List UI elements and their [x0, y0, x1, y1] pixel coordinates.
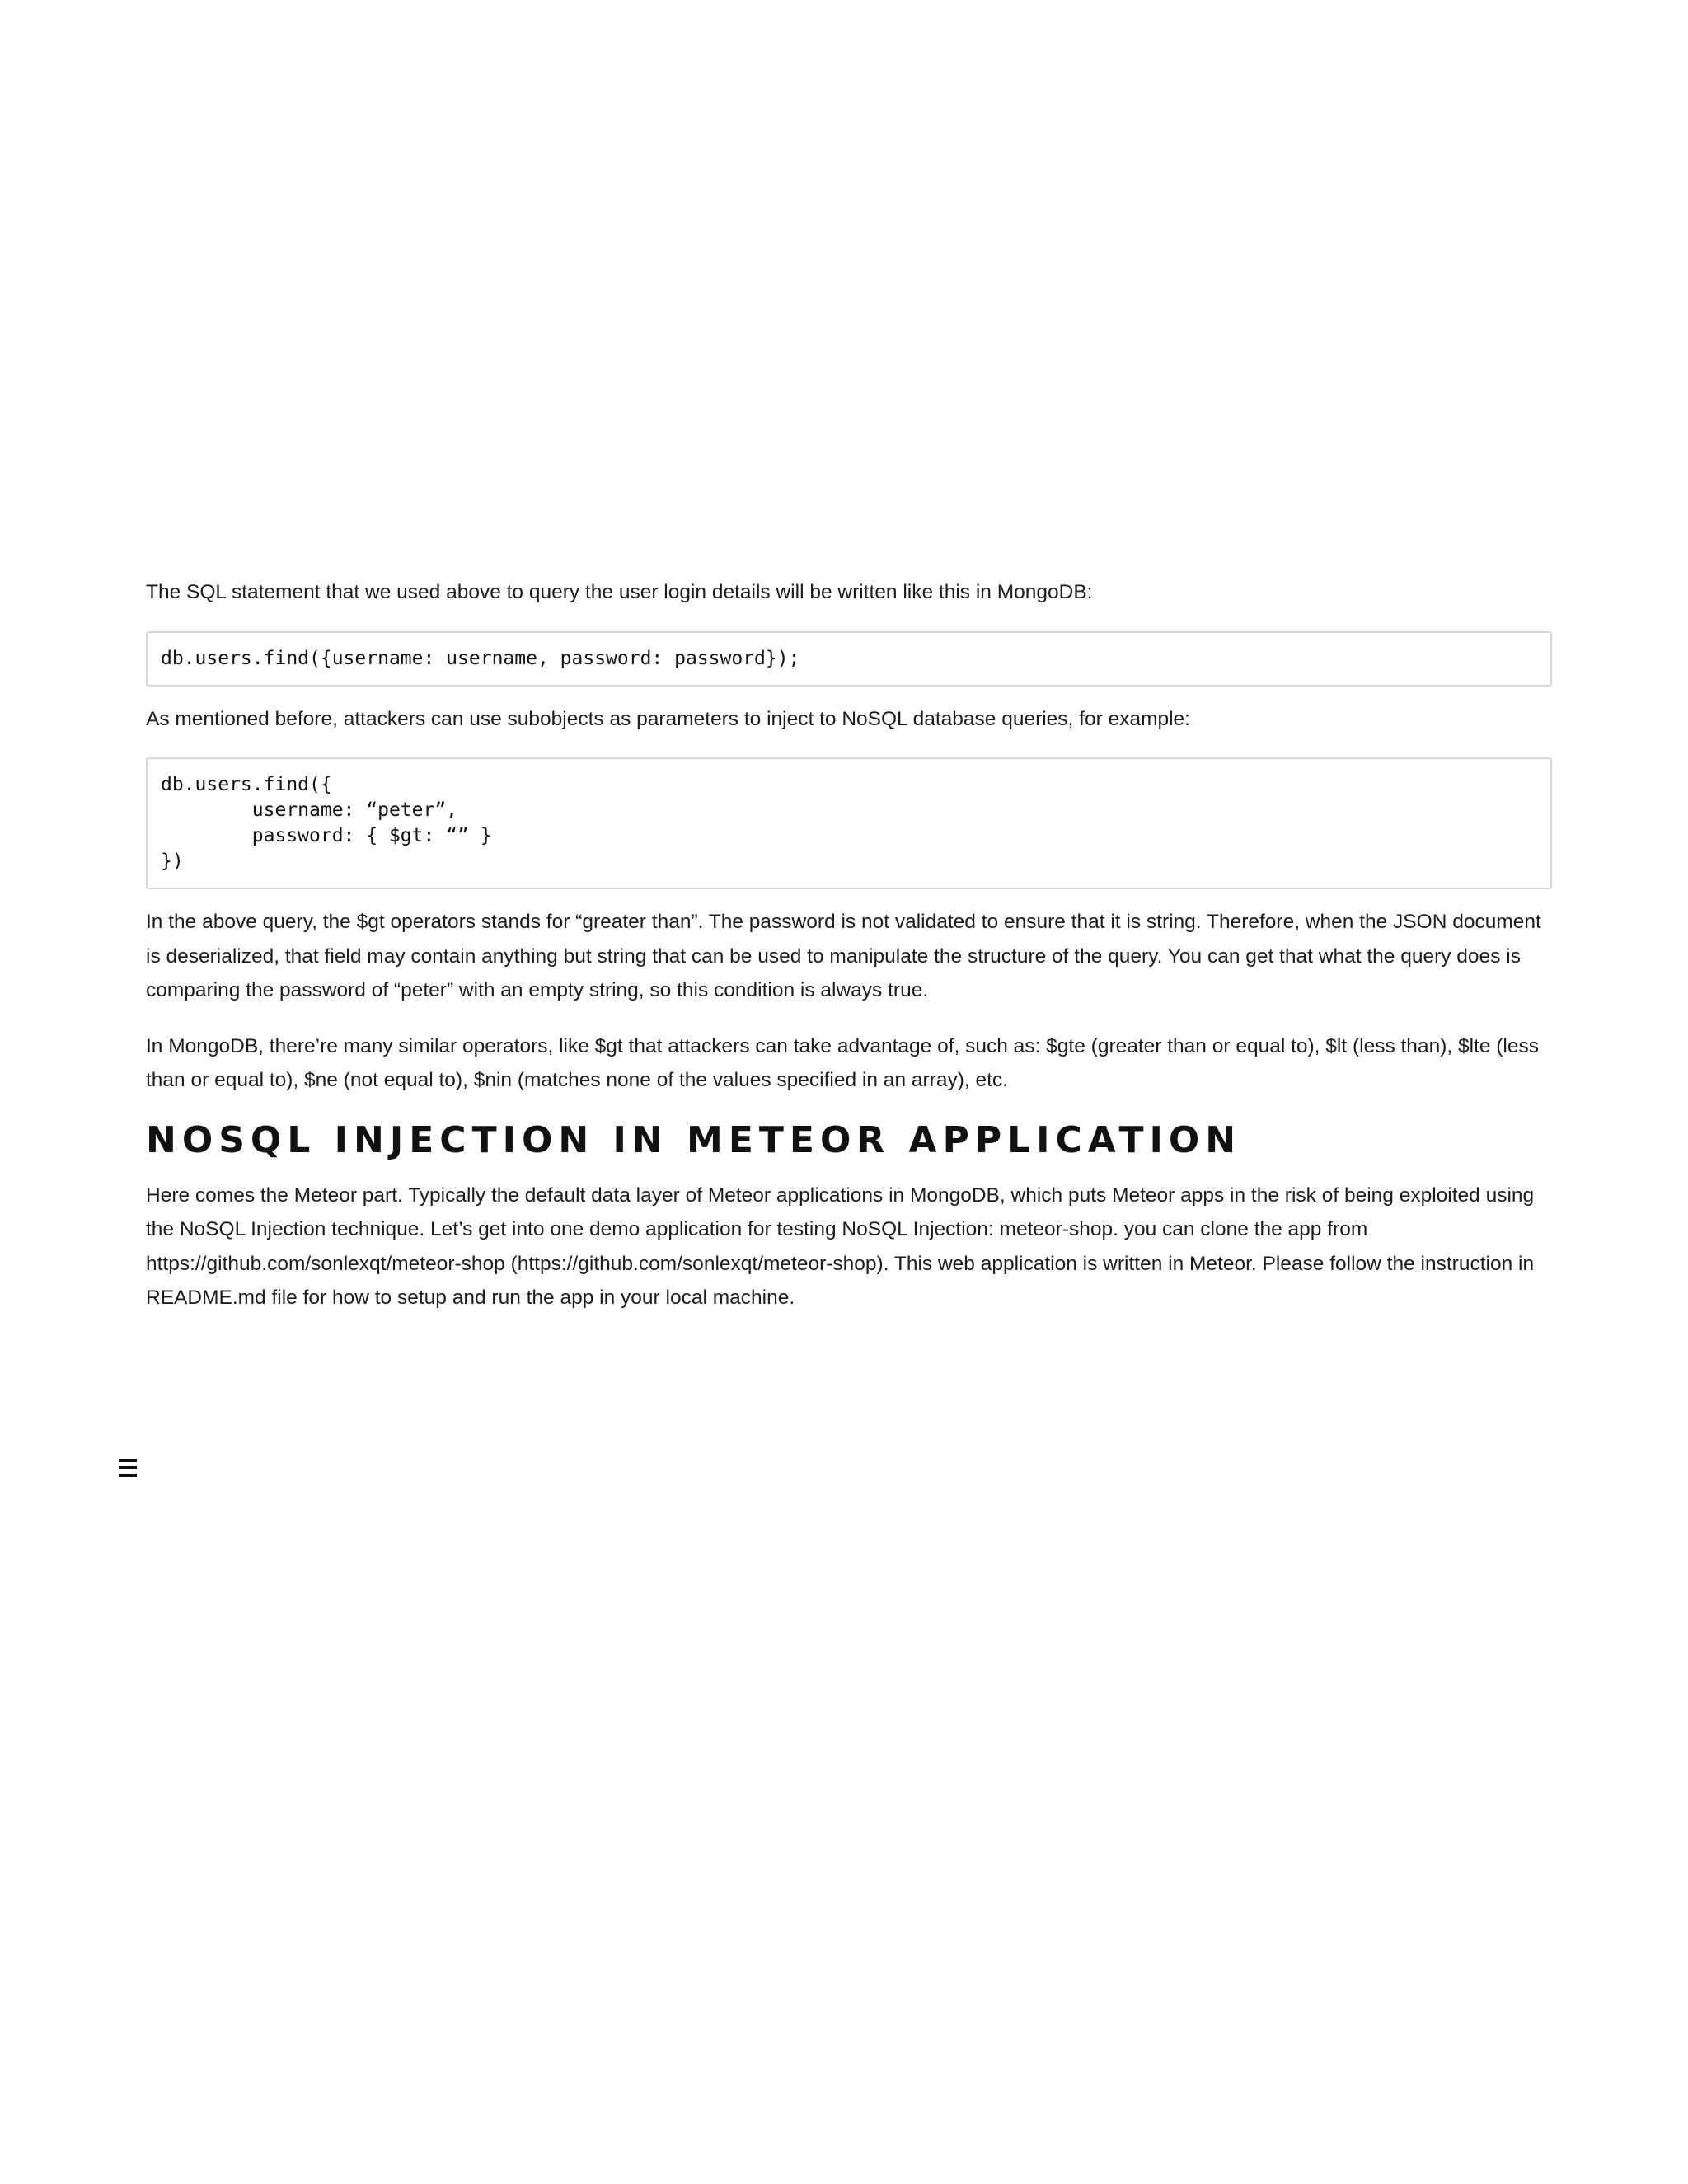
article-body	[146, 575, 1552, 1315]
paragraph-sql-statement: The SQL statement that we used above to query the user login details will be written like this in MongoDB:	[146, 581, 1093, 603]
section-heading: NOSQL INJECTION IN METEOR APPLICATION	[146, 1118, 1242, 1161]
hamburger-menu-icon[interactable]	[119, 1459, 137, 1477]
paragraph-meteor-part: Here comes the Meteor part. Typically the default data layer of Meteor applications in MongoDB, which puts Meteor apps in the risk of being exploited using the NoSQL Injection technique. Let’s get into one demo application for testing NoSQL Injection: meteor-shop. you can clone the app from https://github.com/sonlexqt/meteor-shop (https://github.com/sonlexqt/meteor-shop). This web application is written in Meteor. Please follow the instruction in README.md file for how to setup and run the app in your local machine.	[146, 1183, 1535, 1309]
code-block-find-users: db.users.find({username: username, password: password});	[146, 631, 1552, 687]
paragraph-subobjects: As mentioned before, attackers can use subobjects as parameters to inject to NoSQL database queries, for example:	[146, 707, 1190, 730]
code-block-injection-example: db.users.find({ username: “peter”, password: { $gt: “” } })	[146, 757, 1552, 889]
paragraph-gt-operator: In the above query, the $gt operators stands for “greater than”. The password is not validated to ensure that it is string. Therefore, when the JSON document is deserialized, that field may contain anything but string that can be used to manipulate the structure of the query. You can get that what the query does is comparing the password of “peter” with an empty string, so this condition is always true.	[146, 911, 1541, 1001]
paragraph-mongodb-operators: In MongoDB, there’re many similar operators, like $gt that attackers can take advantage of, such as: $gte (greater than or equal to), $lt (less than), $lte (less than or equal to), $ne (not equal to), $nin (matches none of the values specified in an array), etc.	[146, 1034, 1539, 1091]
